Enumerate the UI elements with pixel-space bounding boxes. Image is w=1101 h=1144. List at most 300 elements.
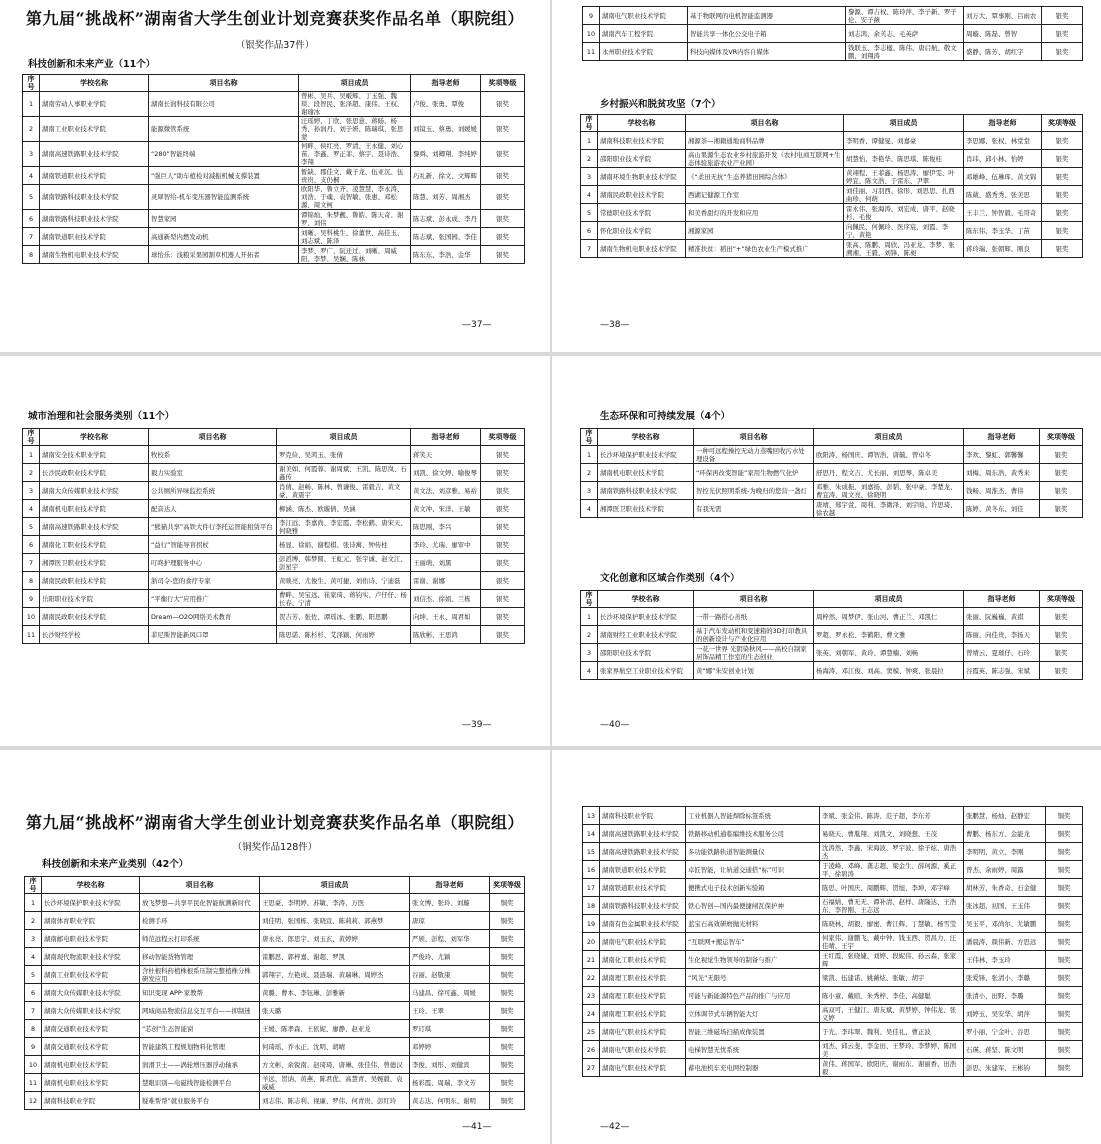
award-level: 银奖 <box>481 590 525 608</box>
advisors: 蒋玲瑞、张朝辉、刚良 <box>964 240 1042 258</box>
project-name: “环保再改变智能”家用生物燃气化炉 <box>694 464 814 482</box>
table-row <box>583 825 1083 843</box>
school-name: 湖南生物机电职业技术学院 <box>598 240 686 258</box>
project-name: 智慧家园 <box>149 210 299 228</box>
table-row <box>23 142 525 167</box>
school-name: 湖南大众传媒职业技术学院 <box>40 482 149 500</box>
row-number: 9 <box>23 590 40 608</box>
school-name: 湖南铁道职业技术学院 <box>600 879 686 897</box>
page-number: —41— <box>462 1122 492 1132</box>
advisors: 石瑛、蒋坚、陈文明 <box>964 1041 1046 1059</box>
column-header: 项目名称 <box>694 429 814 446</box>
advisors: 张爱锋、张清小、李璐 <box>964 969 1046 987</box>
award-level: 铜奖 <box>490 912 525 930</box>
advisors: 陈慧、刘芳、周湘杰 <box>411 185 481 210</box>
award-level: 银奖 <box>481 500 525 518</box>
advisors: 曹鹏、杨东方、金能龙 <box>964 825 1046 843</box>
award-level: 铜奖 <box>1046 1023 1083 1041</box>
project-name: 知识变现 APP·家教帮 <box>140 984 260 1002</box>
project-name: 多功能铁路轨道智能测量仪 <box>686 843 820 861</box>
project-name: 科技向媒体及VR内容自媒体 <box>688 43 846 61</box>
award-table <box>22 428 525 644</box>
team-members: 刘志鸿、余芙志、毛英萨 <box>846 25 964 43</box>
team-members: 高双可、王健江、唐友斌、黄梦婷、钟伟龙、张义婷 <box>820 1005 964 1023</box>
row-number: 9 <box>25 1038 42 1056</box>
table-row <box>25 930 525 948</box>
project-name: 立体调节式车辆智能大灯 <box>686 1005 820 1023</box>
advisors: 罗玎琪 <box>410 1020 490 1038</box>
school-name: 湖南电气职业技术学院 <box>600 933 686 951</box>
school-name: 湖南民政职业技术学院 <box>40 608 149 626</box>
team-members: 刘佳明、张国栋、张晓宣、陈莉莉、郭燕梦 <box>260 912 410 930</box>
award-level: 银奖 <box>481 446 525 464</box>
team-members: 贺吉芳、张佐、谭瑶冰、张鹏、阳思鹏 <box>277 608 411 626</box>
section-heading: 科技创新和未来产业类别（42个） <box>42 859 189 870</box>
award-level: 铜奖 <box>1046 825 1083 843</box>
page-39 <box>0 356 550 746</box>
project-name: 灵犀智给-机车变压器智能监测系统 <box>149 185 299 210</box>
award-level: 银奖 <box>1040 626 1083 644</box>
award-level: 铜奖 <box>490 1092 525 1110</box>
project-name: “强巨人”助车植检对减振机械支撑装置 <box>149 167 299 185</box>
award-level: 银奖 <box>1042 7 1083 25</box>
school-name: 长沙民政职业技术学院 <box>40 464 149 482</box>
table-row <box>25 1092 525 1110</box>
team-members: 何畔、侯红亮、罗清、王永健、刘心苗、李鑫、罗正菲、蔡宇、聂诗浩、李翔 <box>299 142 411 167</box>
school-name: 湖南生物机电职业技术学院 <box>40 246 149 264</box>
column-header: 学校名称 <box>40 75 149 92</box>
advisors: 杨彩霞、周瑞、李文芳 <box>410 1074 490 1092</box>
row-number: 18 <box>583 897 600 915</box>
team-members: 沈涛然、李鑫、宋海波、罗宇波、徐子炫、唐浩杰 <box>820 843 964 861</box>
table-row <box>25 1074 525 1092</box>
project-name: “风光”无限号 <box>686 969 820 987</box>
school-name: 湖南交通职业技术学院 <box>42 1038 140 1056</box>
award-table-ecology <box>580 428 1083 518</box>
table-row <box>581 446 1083 464</box>
project-name: 卓匠智能，让轨道交通搭“标”可识 <box>686 861 820 879</box>
team-members: 曾彬、吴兵、吴畈辉、丁玉强、魏琰、段智民、张泽超、康伟、王权、谢瑜冰 <box>299 92 411 117</box>
page-number: —38— <box>600 320 630 330</box>
row-number: 10 <box>583 25 600 43</box>
row-number: 2 <box>581 150 598 168</box>
award-level: 铜奖 <box>1046 807 1083 825</box>
table-row <box>23 626 525 644</box>
school-name: 湖南安全技术职业学院 <box>40 446 149 464</box>
row-number: 8 <box>25 1020 42 1038</box>
project-name: 牧校系 <box>149 446 277 464</box>
school-name: 湖南有色金属职业技术学院 <box>600 915 686 933</box>
school-name: 湖南财经工业职业技术学院 <box>598 626 694 644</box>
award-level: 银奖 <box>481 482 525 500</box>
advisors: 马建昌、徐可鑫、周媛 <box>410 984 490 1002</box>
school-name: 湖南大众传媒职业技术学院 <box>42 1002 140 1020</box>
advisors: 潘晨涛、颜伟新、方思远 <box>964 933 1046 951</box>
advisors: 王玲、王翠 <box>410 1002 490 1020</box>
team-members: 郭翔宇、左艳成、聂涟瑞、黄瑞琳、周婷杰 <box>260 966 410 984</box>
school-name: 湖南现代物流职业技术学院 <box>42 948 140 966</box>
school-name: 湖南工业职业技术学院 <box>40 117 149 142</box>
table-row <box>583 43 1083 61</box>
school-name: 湘潭医卫职业技术学院 <box>598 500 694 518</box>
advisors: 向坤、王永、周君如 <box>411 608 481 626</box>
award-level: 银奖 <box>1042 240 1083 258</box>
award-subtitle: （银奖作品37件） <box>235 40 315 51</box>
school-name: 湖南铁路科技职业技术学院 <box>598 482 694 500</box>
award-level: 铜奖 <box>1046 843 1083 861</box>
award-level: 铜奖 <box>1046 879 1083 897</box>
column-header: 学校名称 <box>40 429 149 446</box>
row-number: 5 <box>23 185 40 210</box>
row-number: 26 <box>583 1041 600 1059</box>
page-38 <box>552 0 1101 352</box>
table-row <box>581 608 1083 626</box>
project-name: 疑难帮帮”就业服务平台 <box>140 1092 260 1110</box>
team-members: 陈晓林、胡毅、廖蜜、曹江辉、丁慧敏、杨雪莹 <box>820 915 964 933</box>
team-members: 何琦瑶、乔永正、沈明、胡晴 <box>260 1038 410 1056</box>
school-name: 常德职业技术学院 <box>598 204 686 222</box>
school-name: 湖南交通职业技术学院 <box>42 1020 140 1038</box>
column-header: 指导老师 <box>411 75 481 92</box>
team-members: 羊远、贺讷、黄燕、陈君优、高慧青、吴婉毅、袁威威 <box>260 1074 410 1092</box>
table-row <box>583 987 1083 1005</box>
table-row <box>581 222 1083 240</box>
team-members: 王思豪、李明婷、苏敏、李涛、万医 <box>260 894 410 912</box>
advisors: 黎舜、刘卿翔、李纯婷 <box>411 142 481 167</box>
project-name: 含杜根科药植株根系压制完整植株分株研发应用 <box>140 966 260 984</box>
project-name: 黄“娜”朱安创业计划 <box>694 662 814 680</box>
row-number: 2 <box>23 464 40 482</box>
row-number: 1 <box>23 446 40 464</box>
advisors: 刘万大、覃事刚、吕雨农 <box>964 7 1042 25</box>
row-number: 3 <box>581 644 598 662</box>
team-members: 曹畔、吴宝远、崔家琦、蒋钧实、卢仔仔、杨长春、宁清 <box>277 590 411 608</box>
row-number: 4 <box>581 662 598 680</box>
award-level: 铜奖 <box>490 966 525 984</box>
row-number: 17 <box>583 879 600 897</box>
project-name: 湘源家园 <box>686 222 844 240</box>
school-name: 张家界航空工业职业技术学院 <box>598 662 694 680</box>
award-level: 铜奖 <box>1046 969 1083 987</box>
award-level: 银奖 <box>1040 608 1083 626</box>
team-members: 舒思丹、程文吉、尤长丽、刘思琴、陈卓美 <box>814 464 964 482</box>
award-level: 银奖 <box>1040 500 1083 518</box>
project-name: 公共厕所异味监控系统 <box>149 482 277 500</box>
project-name: 师范远程云打印系统 <box>140 930 260 948</box>
row-number: 2 <box>23 117 40 142</box>
project-name: “益行”智能导盲拐杖 <box>149 536 277 554</box>
award-level: 银奖 <box>481 185 525 210</box>
column-header: 项目成员 <box>814 429 964 446</box>
column-header: 指导老师 <box>411 429 481 446</box>
team-members: 李斌、张金伟、陈涛、范子超、李东芳 <box>820 807 964 825</box>
table-row <box>23 446 525 464</box>
project-name: 蓄电池机车充电网控制器 <box>686 1059 820 1077</box>
advisors: 陈东东、李浩、金华 <box>411 246 481 264</box>
advisors: 谷丽、赵敬康 <box>410 966 490 984</box>
project-name: 生化视觉生物领导的制备与推广 <box>686 951 820 969</box>
award-level: 铜奖 <box>1046 1005 1083 1023</box>
school-name: 怀化职业技术学院 <box>598 222 686 240</box>
project-name: 毅力实验室 <box>149 464 277 482</box>
school-name: 湖南铁道职业技术学院 <box>600 861 686 879</box>
school-name: 湖南铁路科技职业技术学院 <box>40 185 149 210</box>
award-level: 银奖 <box>1042 204 1083 222</box>
advisors: 严俊玲、尤颖 <box>410 948 490 966</box>
advisors: 刘梅、周东浩、黄秀来 <box>964 464 1040 482</box>
award-level: 银奖 <box>481 572 525 590</box>
table-row <box>583 915 1083 933</box>
project-name: 工业机器人智能焊除标签系统 <box>686 807 820 825</box>
row-number: 25 <box>583 1023 600 1041</box>
row-number: 7 <box>581 240 598 258</box>
team-members: 杨显、徐娟、谢程棋、张诗寓、钟传柱 <box>277 536 411 554</box>
award-level: 银奖 <box>1040 644 1083 662</box>
column-header: 项目成员 <box>260 877 410 894</box>
team-members: 刘晰、吴科桃生、徐董世、高佳玉、刘志斌、陈泽 <box>299 228 411 246</box>
table-row <box>583 1023 1083 1041</box>
team-members: 罗克俭、吴鸿玉、张倩 <box>277 446 411 464</box>
project-name: 高通新型内燃发动机 <box>149 228 299 246</box>
project-name: 电梯智慧无忧系统 <box>686 1041 820 1059</box>
school-name: 湖南高速铁路职业技术学院 <box>40 142 149 167</box>
column-header: 奖项等级 <box>1040 591 1083 608</box>
advisors: 李明明、黄立、李刚 <box>964 843 1046 861</box>
table-row <box>23 92 525 117</box>
column-header: 项目成员 <box>299 75 411 92</box>
table-row <box>583 933 1083 951</box>
team-members: 黄璐、曹本、李钰琳、彭雅新 <box>260 984 410 1002</box>
advisors: 陈志斌、张国园、李佳 <box>411 228 481 246</box>
table-row <box>25 948 525 966</box>
table-row <box>583 1005 1083 1023</box>
school-name: 湖南机电职业技术学院 <box>598 464 694 482</box>
award-level: 铜奖 <box>1046 933 1083 951</box>
award-level: 铜奖 <box>490 1038 525 1056</box>
table-row <box>583 843 1083 861</box>
school-name: 湖南理工职业技术学院 <box>600 987 686 1005</box>
project-name: 一带一路搭心善纸 <box>694 608 814 626</box>
section-heading-ecology: 生态环保和可持续发展（4个） <box>600 411 731 422</box>
project-name: 球怡乐：浅粮采果园割草机器人开拓者 <box>149 246 299 264</box>
school-name: 湖南高速铁路职业技术学院 <box>40 518 149 536</box>
advisors: 陈丽、向佳贵、李扬天 <box>964 626 1040 644</box>
row-number: 10 <box>23 608 40 626</box>
row-number: 3 <box>581 482 598 500</box>
row-number: 5 <box>25 966 42 984</box>
row-number: 3 <box>23 142 40 167</box>
column-header: 奖项等级 <box>481 75 525 92</box>
award-level: 银奖 <box>1042 186 1083 204</box>
award-level: 铜奖 <box>1046 987 1083 1005</box>
school-name: 湖南机电职业技术学院 <box>40 500 149 518</box>
advisors: 陈婷、黄冬东、刘佳 <box>964 500 1040 518</box>
team-members: 汪瑶婷、丁欣、张思意、蒋旸、杨秀、孙润丹、刘子妍、陈瑞琪、张思蒙 <box>299 117 411 142</box>
table-row <box>581 464 1083 482</box>
table-row <box>581 240 1083 258</box>
column-header: 奖项等级 <box>490 877 525 894</box>
team-members: 谭锦灿、朱梦靓、鲁皓、陈天奇、谢罗、刘伟 <box>299 210 411 228</box>
school-name: 湖南高速铁路职业技术学院 <box>600 843 686 861</box>
column-header: 序号 <box>23 429 40 446</box>
document-title: 第九届“挑战杯”湖南省大学生创业计划竞赛获奖作品名单（职院组） <box>26 813 524 832</box>
school-name: 湖南化工职业技术学院 <box>40 536 149 554</box>
advisors: 王伟林、李玉玲 <box>964 951 1046 969</box>
team-members: 于光、李玮翠、魏利、吴佳礼、曹正波 <box>820 1023 964 1041</box>
advisors: 张文博、张玲、刘璇 <box>410 894 490 912</box>
row-number: 4 <box>581 500 598 518</box>
advisors: 彭思、朱建军、王彬钧 <box>964 1059 1046 1077</box>
award-level: 银奖 <box>481 464 525 482</box>
row-number: 19 <box>583 915 600 933</box>
school-name: 湖南铁路科技职业技术学院 <box>40 210 149 228</box>
project-name: 蓝宝石高效研磨抛光材料 <box>686 915 820 933</box>
row-number: 4 <box>25 948 42 966</box>
school-name: 湖南民政职业技术学院 <box>40 572 149 590</box>
award-level: 银奖 <box>1040 662 1083 680</box>
advisors: 邓婷婷 <box>410 1038 490 1056</box>
table-row <box>23 536 525 554</box>
team-members: 王媛、陈孝森、王依妮、廖静、赵亚龙 <box>260 1020 410 1038</box>
award-level: 银奖 <box>481 228 525 246</box>
row-number: 22 <box>583 969 600 987</box>
table-row <box>25 894 525 912</box>
team-members: 黎源、谭吉权、陈玲萍、李子新、罗子伦、安子薇 <box>846 7 964 25</box>
project-name: 湖南长润科技有限公司 <box>149 92 299 117</box>
row-number: 4 <box>23 500 40 518</box>
row-number: 13 <box>583 807 600 825</box>
team-members: 暂缺、郡佳文、戴子龙、伍亚沉、伍贵贵、支仍桐 <box>299 167 411 185</box>
school-name: 湖南电气职业技术学院 <box>600 1059 686 1077</box>
award-level: 铜奖 <box>490 1020 525 1038</box>
team-members: 罗超、罗永松、李鹤阳、曹文雅 <box>814 626 964 644</box>
advisors: 黄文冲、宋洋、王敏 <box>411 500 481 518</box>
project-name: 便携式电子技术创新实验箱 <box>686 879 820 897</box>
advisors: 周璇、陈磊、曾智 <box>964 25 1042 43</box>
team-members: 梁凯、伍建诺、姚薇炫、张敏、胡宇 <box>820 969 964 987</box>
row-number: 1 <box>25 894 42 912</box>
column-header: 指导老师 <box>410 877 490 894</box>
table-row <box>23 554 525 572</box>
table-row <box>581 132 1083 150</box>
table-row <box>581 482 1083 500</box>
team-members: 雷永伟、张海涛、刘宏成、唐平、赵晓杉、毛俊 <box>844 204 964 222</box>
table-row <box>23 482 525 500</box>
row-number: 11 <box>25 1074 42 1092</box>
table-row <box>583 7 1083 25</box>
table-row <box>23 590 525 608</box>
column-header: 序号 <box>581 429 598 446</box>
team-members: 欧阳华、鲁立齐、凌慧慧、李永涛、刘浩、于魂、袁智敏、张惠、邓松源、周文柯 <box>299 185 411 210</box>
project-name: 可能与新能源特色产品的推广与应用 <box>686 987 820 1005</box>
school-name: 湖南理工职业技术学院 <box>600 969 686 987</box>
column-header: 项目成员 <box>844 115 964 132</box>
table-row <box>25 1002 525 1020</box>
table-row <box>583 861 1083 879</box>
school-name: 湖南民政职业技术学院 <box>598 186 686 204</box>
advisors: 李玲、尤瑞、廖审中 <box>411 536 481 554</box>
row-number: 1 <box>581 608 598 626</box>
table-row <box>23 500 525 518</box>
project-name: 《“柔田无抗”生态养猪田园综合体》 <box>686 168 844 186</box>
row-number: 7 <box>25 1002 42 1020</box>
school-name: 湖南铁道职业技术学院 <box>40 228 149 246</box>
award-level: 银奖 <box>481 142 525 167</box>
table-row <box>583 25 1083 43</box>
project-name: “互联网+搬运智车” <box>686 933 820 951</box>
advisors: 肖玮、邱小林、怡婷 <box>964 150 1042 168</box>
advisors: 刘信杰、徐娟、兰栋 <box>411 590 481 608</box>
award-level: 铜奖 <box>490 1074 525 1092</box>
award-level: 铜奖 <box>1046 951 1083 969</box>
row-number: 1 <box>581 446 598 464</box>
project-name: “280”智能终端 <box>149 142 299 167</box>
advisors: 张清小、田野、李璐 <box>964 987 1046 1005</box>
column-header: 奖项等级 <box>481 429 525 446</box>
school-name: 岳阳职业技术学院 <box>40 590 149 608</box>
project-name: 精准扶贫：稻田“+”绿色农业生产模式推广 <box>686 240 844 258</box>
advisors: 盛静、陈芳、胡红宇 <box>964 43 1042 61</box>
row-number: 1 <box>23 92 40 117</box>
row-number: 6 <box>23 210 40 228</box>
team-members: 雷鹏思、郭梓嘉、谢超、罗凯 <box>260 948 410 966</box>
row-number: 11 <box>583 43 600 61</box>
table-row <box>583 807 1083 825</box>
award-level: 银奖 <box>1042 168 1083 186</box>
row-number: 27 <box>583 1059 600 1077</box>
award-table-continued <box>582 6 1083 61</box>
award-table-continued <box>582 806 1083 1077</box>
table-row <box>583 969 1083 987</box>
award-level: 银奖 <box>1042 25 1083 43</box>
award-level: 银奖 <box>481 117 525 142</box>
column-header: 项目名称 <box>149 429 277 446</box>
team-members: 黄翊程、王菲鑫、杨思涛、廖伊雯、叶婷宜、陈文浩、于雷东、尹翠 <box>844 168 964 186</box>
project-name: 慧眼识别—电磁线智能检测平台 <box>140 1074 260 1092</box>
advisors: 王丰兰、钟智毅、毛哥奇 <box>964 204 1042 222</box>
award-level: 铜奖 <box>1046 1059 1083 1077</box>
team-members: 胡慧怡、李艳华、陈思琪、陈俊桂 <box>844 150 964 168</box>
award-table <box>580 114 1083 258</box>
team-members: 刘杰、邱云斐、李金田、王梦玲、李梦婷、陈国美 <box>820 1041 964 1059</box>
award-level: 银奖 <box>1042 43 1083 61</box>
project-name: 菲尼斯智能新风口罩 <box>149 626 277 644</box>
row-number: 11 <box>23 626 40 644</box>
team-members: 唐永亮、郎思宇、刘玉玄、黄婷婷 <box>260 930 410 948</box>
school-name: 湖南电气职业技术学院 <box>600 7 688 25</box>
award-level: 铜奖 <box>1046 1041 1083 1059</box>
school-name: 湖南铁路科技职业技术学院 <box>600 897 686 915</box>
award-level: 铜奖 <box>490 1002 525 1020</box>
table-row <box>23 117 525 142</box>
column-header: 指导老师 <box>964 429 1040 446</box>
award-level: 银奖 <box>481 518 525 536</box>
team-members: 杨海涛、邓江俊、刘高、窦模、钟爽、张晨拉 <box>814 662 964 680</box>
project-name: “熊猫共享”高铁大件行李托运智能租赁平台 <box>149 518 277 536</box>
column-header: 序号 <box>23 75 40 92</box>
row-number: 24 <box>583 1005 600 1023</box>
award-level: 铜奖 <box>490 894 525 912</box>
team-members: 李梦、罗广、阮迁过、刘晰、周威阳、李梦、吴娴、陈林 <box>299 246 411 264</box>
column-header: 项目成员 <box>277 429 411 446</box>
advisors: 黄志达、何明东、谢明 <box>410 1092 490 1110</box>
school-name: 湖南劳动人事职业学院 <box>40 92 149 117</box>
column-header: 学校名称 <box>598 429 694 446</box>
page-42 <box>552 750 1101 1144</box>
table-row <box>583 951 1083 969</box>
advisors: 曾杰、余雨婷、周露 <box>964 861 1046 879</box>
school-name: 永州职业技术学院 <box>600 43 688 61</box>
